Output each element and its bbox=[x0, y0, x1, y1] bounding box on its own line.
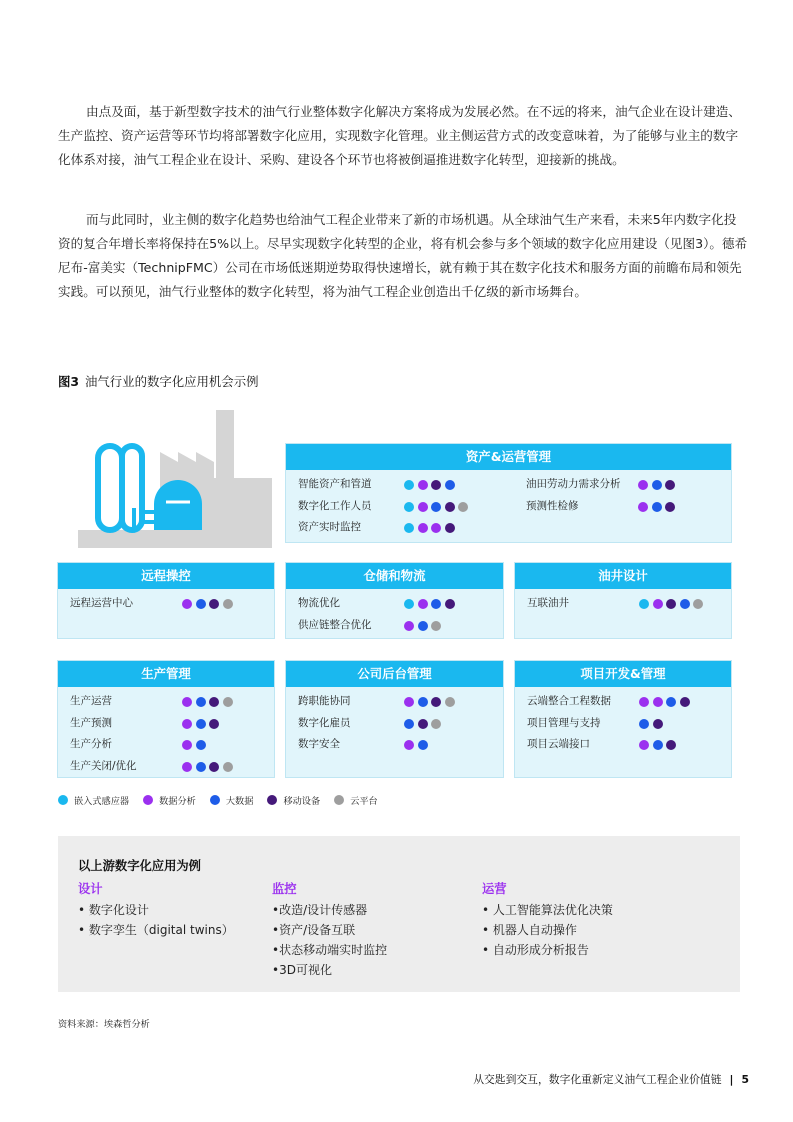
intro-paragraph-2: 而与此同时，业主侧的数字化趋势也给油气工程企业带来了新的市场机遇。从全球油气生产来看，未来5年内数字化投资的复合年增长率将保持在5%以上。尽早实现数字化转型的企业，将有机会参与多个领域的数字化应用建设（见图3）。德希尼布-富美实（TechnipFMC）公司在市场低迷期逆势取得快速增长，就有赖于其在数字化技术和服务方面的前瞻布局和领先实践。可以预见，油气行业整体的数字化转型，将为油气工程企业创造出千亿级的新市场舞台。 bbox=[58, 212, 748, 299]
analytics-dot bbox=[639, 740, 649, 750]
indicator-dots bbox=[404, 719, 441, 729]
sensor-dot bbox=[404, 599, 414, 609]
indicator-dots bbox=[404, 502, 468, 512]
mobile-dot bbox=[209, 719, 219, 729]
indicator-dots bbox=[638, 480, 675, 490]
indicator-dots bbox=[182, 599, 233, 609]
analytics-dot bbox=[404, 697, 414, 707]
figure-title bbox=[58, 372, 258, 390]
bigdata-dot bbox=[639, 719, 649, 729]
analytics-dot bbox=[418, 502, 428, 512]
panel-title: 仓储和物流 bbox=[286, 563, 503, 589]
analytics-dot bbox=[182, 740, 192, 750]
mobile-dot bbox=[445, 502, 455, 512]
analytics-dot bbox=[639, 697, 649, 707]
indicator-dots bbox=[404, 621, 441, 631]
mobile-dot bbox=[666, 599, 676, 609]
bigdata-dot bbox=[445, 480, 455, 490]
bigdata-dot bbox=[680, 599, 690, 609]
indicator-dots bbox=[404, 697, 455, 707]
mobile-dot bbox=[665, 480, 675, 490]
mobile-dot bbox=[680, 697, 690, 707]
mobile-dot bbox=[445, 599, 455, 609]
list-item: 生产分析 bbox=[58, 734, 274, 756]
panel-project-dev bbox=[514, 660, 732, 778]
panel-production bbox=[57, 660, 275, 778]
indicator-dots bbox=[404, 599, 455, 609]
mobile-dot bbox=[431, 480, 441, 490]
indicator-dots bbox=[639, 697, 690, 707]
list-item: 项目管理与支持 bbox=[515, 713, 731, 735]
list-item: •改造/设计传感器 bbox=[272, 903, 368, 917]
list-item: • 机器人自动操作 bbox=[482, 923, 577, 937]
list-item: 生产关闭/优化 bbox=[58, 756, 274, 778]
bigdata-dot bbox=[431, 502, 441, 512]
list-item: 数字化雇员 bbox=[286, 713, 503, 735]
list-item: 供应链整合优化 bbox=[286, 615, 503, 637]
list-item: 物流优化 bbox=[286, 593, 503, 615]
list-item: 生产预测 bbox=[58, 713, 274, 735]
indicator-dots bbox=[404, 523, 455, 533]
figure-caption: 油气行业的数字化应用机会示例 bbox=[85, 374, 259, 389]
list-item: • 数字孪生（digital twins） bbox=[78, 923, 234, 937]
legend-item: 数据分析 bbox=[143, 793, 196, 807]
cloud-dot bbox=[223, 697, 233, 707]
list-item: 跨职能协同 bbox=[286, 691, 503, 713]
legend-swatch bbox=[267, 795, 277, 805]
panel-back-office bbox=[285, 660, 504, 778]
panel-storage-logistics bbox=[285, 562, 504, 639]
panel-title: 油井设计 bbox=[515, 563, 731, 589]
upstream-col-monitoring bbox=[272, 878, 387, 980]
list-item: •3D可视化 bbox=[272, 963, 332, 977]
column-heading: 监控 bbox=[272, 882, 297, 896]
analytics-dot bbox=[653, 599, 663, 609]
panel-well-design bbox=[514, 562, 732, 639]
asset-ops-right-list bbox=[514, 474, 733, 517]
indicator-dots bbox=[639, 740, 676, 750]
list-item: 数字安全 bbox=[286, 734, 503, 756]
analytics-dot bbox=[182, 719, 192, 729]
bigdata-dot bbox=[418, 621, 428, 631]
indicator-dots bbox=[182, 740, 206, 750]
analytics-dot bbox=[418, 599, 428, 609]
mobile-dot bbox=[445, 523, 455, 533]
list-item: 智能资产和管道 bbox=[286, 474, 516, 496]
bigdata-dot bbox=[652, 480, 662, 490]
mobile-dot bbox=[431, 697, 441, 707]
asset-ops-left-list bbox=[286, 474, 516, 539]
mobile-dot bbox=[209, 599, 219, 609]
panel-title: 远程操控 bbox=[58, 563, 274, 589]
bigdata-dot bbox=[418, 740, 428, 750]
analytics-dot bbox=[653, 697, 663, 707]
bigdata-dot bbox=[196, 762, 206, 772]
bigdata-dot bbox=[196, 740, 206, 750]
analytics-dot bbox=[418, 523, 428, 533]
panel-title: 资产&运营管理 bbox=[286, 444, 731, 470]
indicator-dots bbox=[639, 599, 703, 609]
list-item: 预测性检修 bbox=[514, 496, 733, 518]
panel-asset-ops bbox=[285, 443, 732, 543]
cloud-dot bbox=[431, 719, 441, 729]
bigdata-dot bbox=[431, 599, 441, 609]
legend-swatch bbox=[143, 795, 153, 805]
list-item: • 数字化设计 bbox=[78, 903, 149, 917]
bigdata-dot bbox=[196, 599, 206, 609]
column-heading: 运营 bbox=[482, 882, 507, 896]
legend-item: 嵌入式感应器 bbox=[58, 793, 129, 807]
page-number: 5 bbox=[741, 1073, 749, 1086]
panel-title: 公司后台管理 bbox=[286, 661, 503, 687]
analytics-dot bbox=[182, 762, 192, 772]
indicator-dots bbox=[638, 502, 675, 512]
indicator-dots bbox=[404, 740, 428, 750]
analytics-dot bbox=[431, 523, 441, 533]
bigdata-dot bbox=[666, 697, 676, 707]
analytics-dot bbox=[182, 697, 192, 707]
oil-plant-illustration bbox=[78, 408, 272, 548]
cloud-dot bbox=[223, 599, 233, 609]
panel-remote-ops bbox=[57, 562, 275, 639]
bigdata-dot bbox=[196, 719, 206, 729]
mobile-dot bbox=[209, 697, 219, 707]
analytics-dot bbox=[638, 480, 648, 490]
panel-title: 项目开发&管理 bbox=[515, 661, 731, 687]
mobile-dot bbox=[653, 719, 663, 729]
list-item: •状态移动端实时监控 bbox=[272, 943, 388, 957]
mobile-dot bbox=[209, 762, 219, 772]
bigdata-dot bbox=[418, 697, 428, 707]
cloud-dot bbox=[445, 697, 455, 707]
indicator-dots bbox=[182, 762, 233, 772]
legend-item: 云平台 bbox=[334, 793, 378, 807]
bigdata-dot bbox=[404, 719, 414, 729]
list-item: 项目云端接口 bbox=[515, 734, 731, 756]
legend bbox=[58, 793, 378, 807]
bigdata-dot bbox=[652, 502, 662, 512]
sensor-dot bbox=[639, 599, 649, 609]
list-item: 油田劳动力需求分析 bbox=[514, 474, 733, 496]
indicator-dots bbox=[182, 719, 219, 729]
list-item: 云端整合工程数据 bbox=[515, 691, 731, 713]
intro-paragraph-1: 由点及面，基于新型数字技术的油气行业整体数字化解决方案将成为发展必然。在不远的将来，油气企业在设计建造、生产监控、资产运营等环节均将部署数字化应用，实现数字化管理。业主侧运营方式的改变意味着，为了能够与业主的数字化体系对接，油气工程企业在设计、采购、建设各个环节也将被倒逼推进数字化转型，迎接新的挑战。 bbox=[58, 104, 741, 167]
upstream-example-box bbox=[58, 836, 740, 992]
bigdata-dot bbox=[196, 697, 206, 707]
analytics-dot bbox=[638, 502, 648, 512]
figure-number: 图3 bbox=[58, 374, 80, 389]
legend-swatch bbox=[58, 795, 68, 805]
list-item: 远程运营中心 bbox=[58, 593, 274, 615]
list-item: 互联油井 bbox=[515, 593, 731, 615]
panel-title: 生产管理 bbox=[58, 661, 274, 687]
sensor-dot bbox=[404, 523, 414, 533]
list-item: 资产实时监控 bbox=[286, 517, 516, 539]
mobile-dot bbox=[665, 502, 675, 512]
cloud-dot bbox=[223, 762, 233, 772]
indicator-dots bbox=[639, 719, 663, 729]
indicator-dots bbox=[182, 697, 233, 707]
list-item: •资产/设备互联 bbox=[272, 923, 356, 937]
cloud-dot bbox=[431, 621, 441, 631]
upstream-col-operations bbox=[482, 878, 613, 960]
source-note: 资料来源：埃森哲分析 bbox=[58, 1019, 150, 1030]
cloud-dot bbox=[458, 502, 468, 512]
sensor-dot bbox=[404, 480, 414, 490]
list-item: 数字化工作人员 bbox=[286, 496, 516, 518]
legend-swatch bbox=[210, 795, 220, 805]
cloud-dot bbox=[693, 599, 703, 609]
upstream-title: 以上游数字化应用为例 bbox=[78, 859, 201, 873]
mobile-dot bbox=[418, 719, 428, 729]
list-item: 生产运营 bbox=[58, 691, 274, 713]
column-heading: 设计 bbox=[78, 882, 103, 896]
upstream-col-design bbox=[78, 878, 234, 940]
footer-title: 从交匙到交互，数字化重新定义油气工程企业价值链 bbox=[473, 1073, 722, 1086]
sensor-dot bbox=[404, 502, 414, 512]
list-item: • 自动形成分析报告 bbox=[482, 943, 589, 957]
analytics-dot bbox=[404, 621, 414, 631]
legend-item: 移动设备 bbox=[267, 793, 320, 807]
analytics-dot bbox=[418, 480, 428, 490]
footer-separator: | bbox=[729, 1073, 734, 1086]
legend-item: 大数据 bbox=[210, 793, 254, 807]
indicator-dots bbox=[404, 480, 455, 490]
analytics-dot bbox=[404, 740, 414, 750]
legend-swatch bbox=[334, 795, 344, 805]
page-footer bbox=[473, 1072, 749, 1087]
mobile-dot bbox=[666, 740, 676, 750]
analytics-dot bbox=[182, 599, 192, 609]
bigdata-dot bbox=[653, 740, 663, 750]
list-item: • 人工智能算法优化决策 bbox=[482, 903, 613, 917]
